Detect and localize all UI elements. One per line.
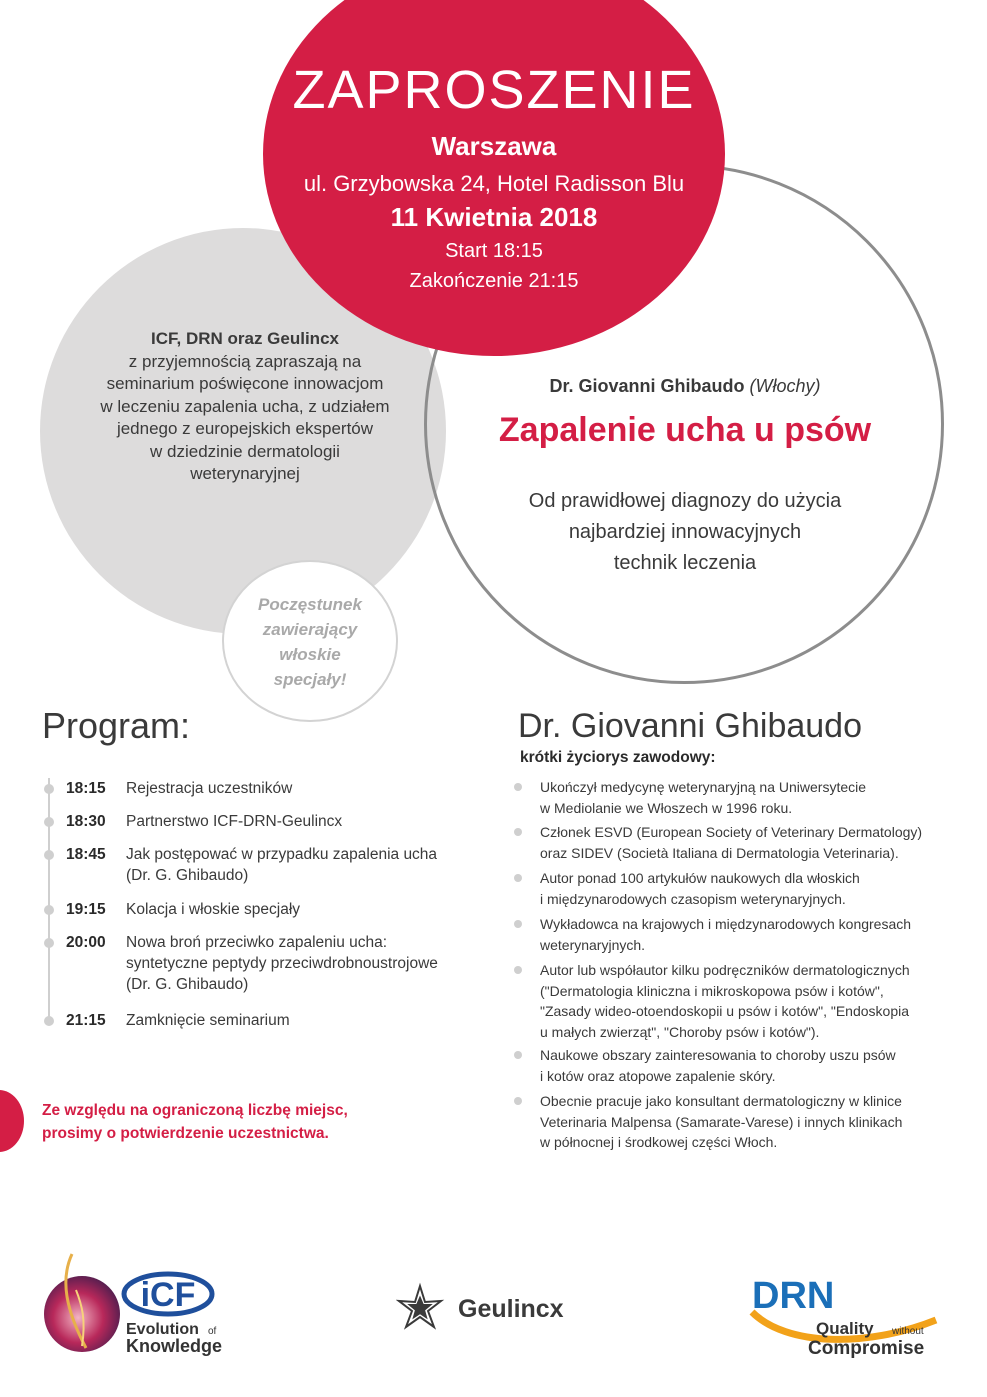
edge-decoration: [0, 1090, 24, 1152]
program-desc: [126, 844, 476, 886]
program-desc: [126, 932, 476, 995]
program-desc: [126, 899, 476, 920]
program-desc-line: Zamknięcie seminarium: [126, 1012, 290, 1029]
cv-line: Obecnie pracuje jako konsultant dermatologiczny w klinice: [540, 1093, 902, 1109]
icf-tagline-2: Knowledge: [126, 1336, 223, 1356]
lecture-subtitle-line: najbardziej innowacyjnych: [568, 521, 802, 543]
speaker-line: [450, 374, 920, 398]
bullet-dot: [514, 1051, 522, 1059]
cv-line: Autor ponad 100 artykułów naukowych dla włoskich: [540, 870, 860, 886]
timeline-dot: [44, 938, 54, 948]
intro-line: z przyjemnością zapraszają na: [128, 351, 362, 371]
program-timeline: [48, 778, 50, 1020]
lecture-subtitle-line: Od prawidłowej diagnozy do użycia: [528, 490, 842, 512]
cv-line: w Mediolanie we Włoszech w 1996 roku.: [540, 799, 793, 816]
intro-line: w dziedzinie dermatologii: [150, 441, 340, 461]
refreshment-note: [232, 592, 388, 692]
drn-name: DRN: [752, 1275, 835, 1317]
cv-line: Ukończył medycynę weterynaryjną na Uniwersytecie: [540, 779, 867, 795]
drn-logo: [746, 1268, 946, 1360]
program-desc: [126, 778, 476, 799]
program-desc-line: (Dr. G. Ghibaudo): [126, 867, 249, 884]
lecture-subtitle: [480, 486, 890, 579]
timeline-dot: [44, 784, 54, 794]
cv-line: weterynaryjnych.: [540, 936, 646, 953]
cv-line: ("Dermatologia kliniczna i mikroskopowa psów i kotów",: [540, 982, 884, 999]
icf-tagline-of: of: [208, 1326, 217, 1337]
cv-line: u małych zwierząt", "Choroby psów i kotów").: [540, 1024, 820, 1041]
cv-line: Autor lub współautor kilku podręczników dermatologicznych: [540, 962, 910, 978]
intro-text: [60, 328, 430, 486]
icf-name: iCF: [140, 1276, 196, 1314]
bullet-dot: [514, 966, 522, 974]
drn-tagline-1: Quality: [816, 1319, 874, 1338]
intro-line: w leczeniu zapalenia ucha, z udziałem: [100, 396, 390, 416]
event-date: 11 Kwietnia 2018: [390, 202, 598, 232]
cv-line: Naukowe obszary zainteresowania to choroby uszu psów: [540, 1047, 896, 1063]
program-time: 21:15: [66, 1012, 106, 1029]
program-time: 18:45: [66, 846, 106, 863]
program-desc-line: Jak postępować w przypadku zapalenia ucha: [126, 846, 438, 863]
program-desc-line: (Dr. G. Ghibaudo): [126, 976, 249, 993]
geulincx-name: Geulincx: [458, 1295, 564, 1323]
cv-line: Wykładowca na krajowych i międzynarodowych kongresach: [540, 916, 912, 932]
icf-logo: [42, 1250, 282, 1360]
cv-line: Veterinaria Malpensa (Samarate-Varese) i innych klinikach: [540, 1113, 903, 1130]
drn-tagline-without: without: [892, 1326, 924, 1337]
program-desc-line: syntetyczne peptydy przeciwdrobnoustrojowe: [126, 955, 438, 972]
invitation-title: ZAPROSZENIE: [292, 60, 696, 120]
icf-tagline-1: Evolution: [126, 1321, 199, 1338]
program-desc: [126, 1010, 476, 1031]
bullet-dot: [514, 874, 522, 882]
program-time: 19:15: [66, 901, 106, 918]
timeline-dot: [44, 850, 54, 860]
speaker-country: (Włochy): [749, 376, 821, 396]
cv-subheading: krótki życiorys zawodowy:: [520, 749, 716, 766]
refreshment-line: zawierający: [262, 620, 358, 639]
program-time: 20:00: [66, 934, 106, 951]
bullet-dot: [514, 828, 522, 836]
notice-line: Ze względu na ograniczoną liczbę miejsc,: [42, 1102, 348, 1119]
event-end: Zakończenie 21:15: [409, 270, 579, 292]
program-desc-line: Partnerstwo ICF-DRN-Geulincx: [126, 813, 343, 830]
intro-line: jednego z europejskich ekspertów: [116, 419, 374, 438]
timeline-dot: [44, 1016, 54, 1026]
speaker-name: Dr. Giovanni Ghibaudo: [549, 376, 745, 396]
organizers: ICF, DRN oraz Geulincx: [151, 329, 339, 348]
program-desc-line: Rejestracja uczestników: [126, 780, 293, 797]
cv-heading: Dr. Giovanni Ghibaudo: [518, 707, 862, 745]
geulincx-logo: [396, 1280, 606, 1336]
timeline-dot: [44, 817, 54, 827]
program-desc-line: Nowa broń przeciwko zapaleniu ucha:: [126, 934, 388, 951]
lecture-subtitle-line: technik leczenia: [613, 552, 757, 574]
program-desc-line: Kolacja i włoskie specjały: [126, 901, 301, 918]
bullet-dot: [514, 783, 522, 791]
registration-notice: [42, 1099, 442, 1145]
program-time: 18:15: [66, 780, 106, 797]
event-city: Warszawa: [431, 131, 557, 161]
cv-line: "Zasady wideo-otoendoskopii u psów i kotów", "Endoskopia: [540, 1003, 910, 1020]
refreshment-line: włoskie: [279, 645, 341, 664]
program-time: 18:30: [66, 813, 106, 830]
intro-line: weterynaryjnej: [190, 464, 300, 483]
notice-line: prosimy o potwierdzenie uczestnictwa.: [42, 1125, 329, 1142]
program-heading: Program:: [42, 705, 191, 746]
cv-line: i kotów oraz atopowe zapalenie skóry.: [540, 1067, 776, 1084]
cv-line: oraz SIDEV (Società Italiana di Dermatologia Veterinaria).: [540, 844, 899, 861]
refreshment-line: Poczęstunek: [258, 595, 362, 614]
intro-line: seminarium poświęcone innowacjom: [106, 374, 384, 393]
cv-line: w północnej i środkowej części Włoch.: [540, 1134, 778, 1151]
cv-line: i międzynarodowych czasopism weterynaryjnych.: [540, 890, 846, 907]
bullet-dot: [514, 920, 522, 928]
lecture-title: Zapalenie ucha u psów: [498, 411, 872, 449]
cv-line: Członek ESVD (European Society of Veterinary Dermatology): [540, 824, 923, 840]
timeline-dot: [44, 905, 54, 915]
event-start: Start 18:15: [445, 240, 543, 262]
program-desc: [126, 811, 476, 832]
refreshment-line: specjały!: [273, 670, 347, 689]
drn-tagline-2: Compromise: [808, 1338, 925, 1359]
bullet-dot: [514, 1097, 522, 1105]
star-compass-icon: [399, 1286, 441, 1327]
event-address: ul. Grzybowska 24, Hotel Radisson Blu: [303, 171, 685, 196]
